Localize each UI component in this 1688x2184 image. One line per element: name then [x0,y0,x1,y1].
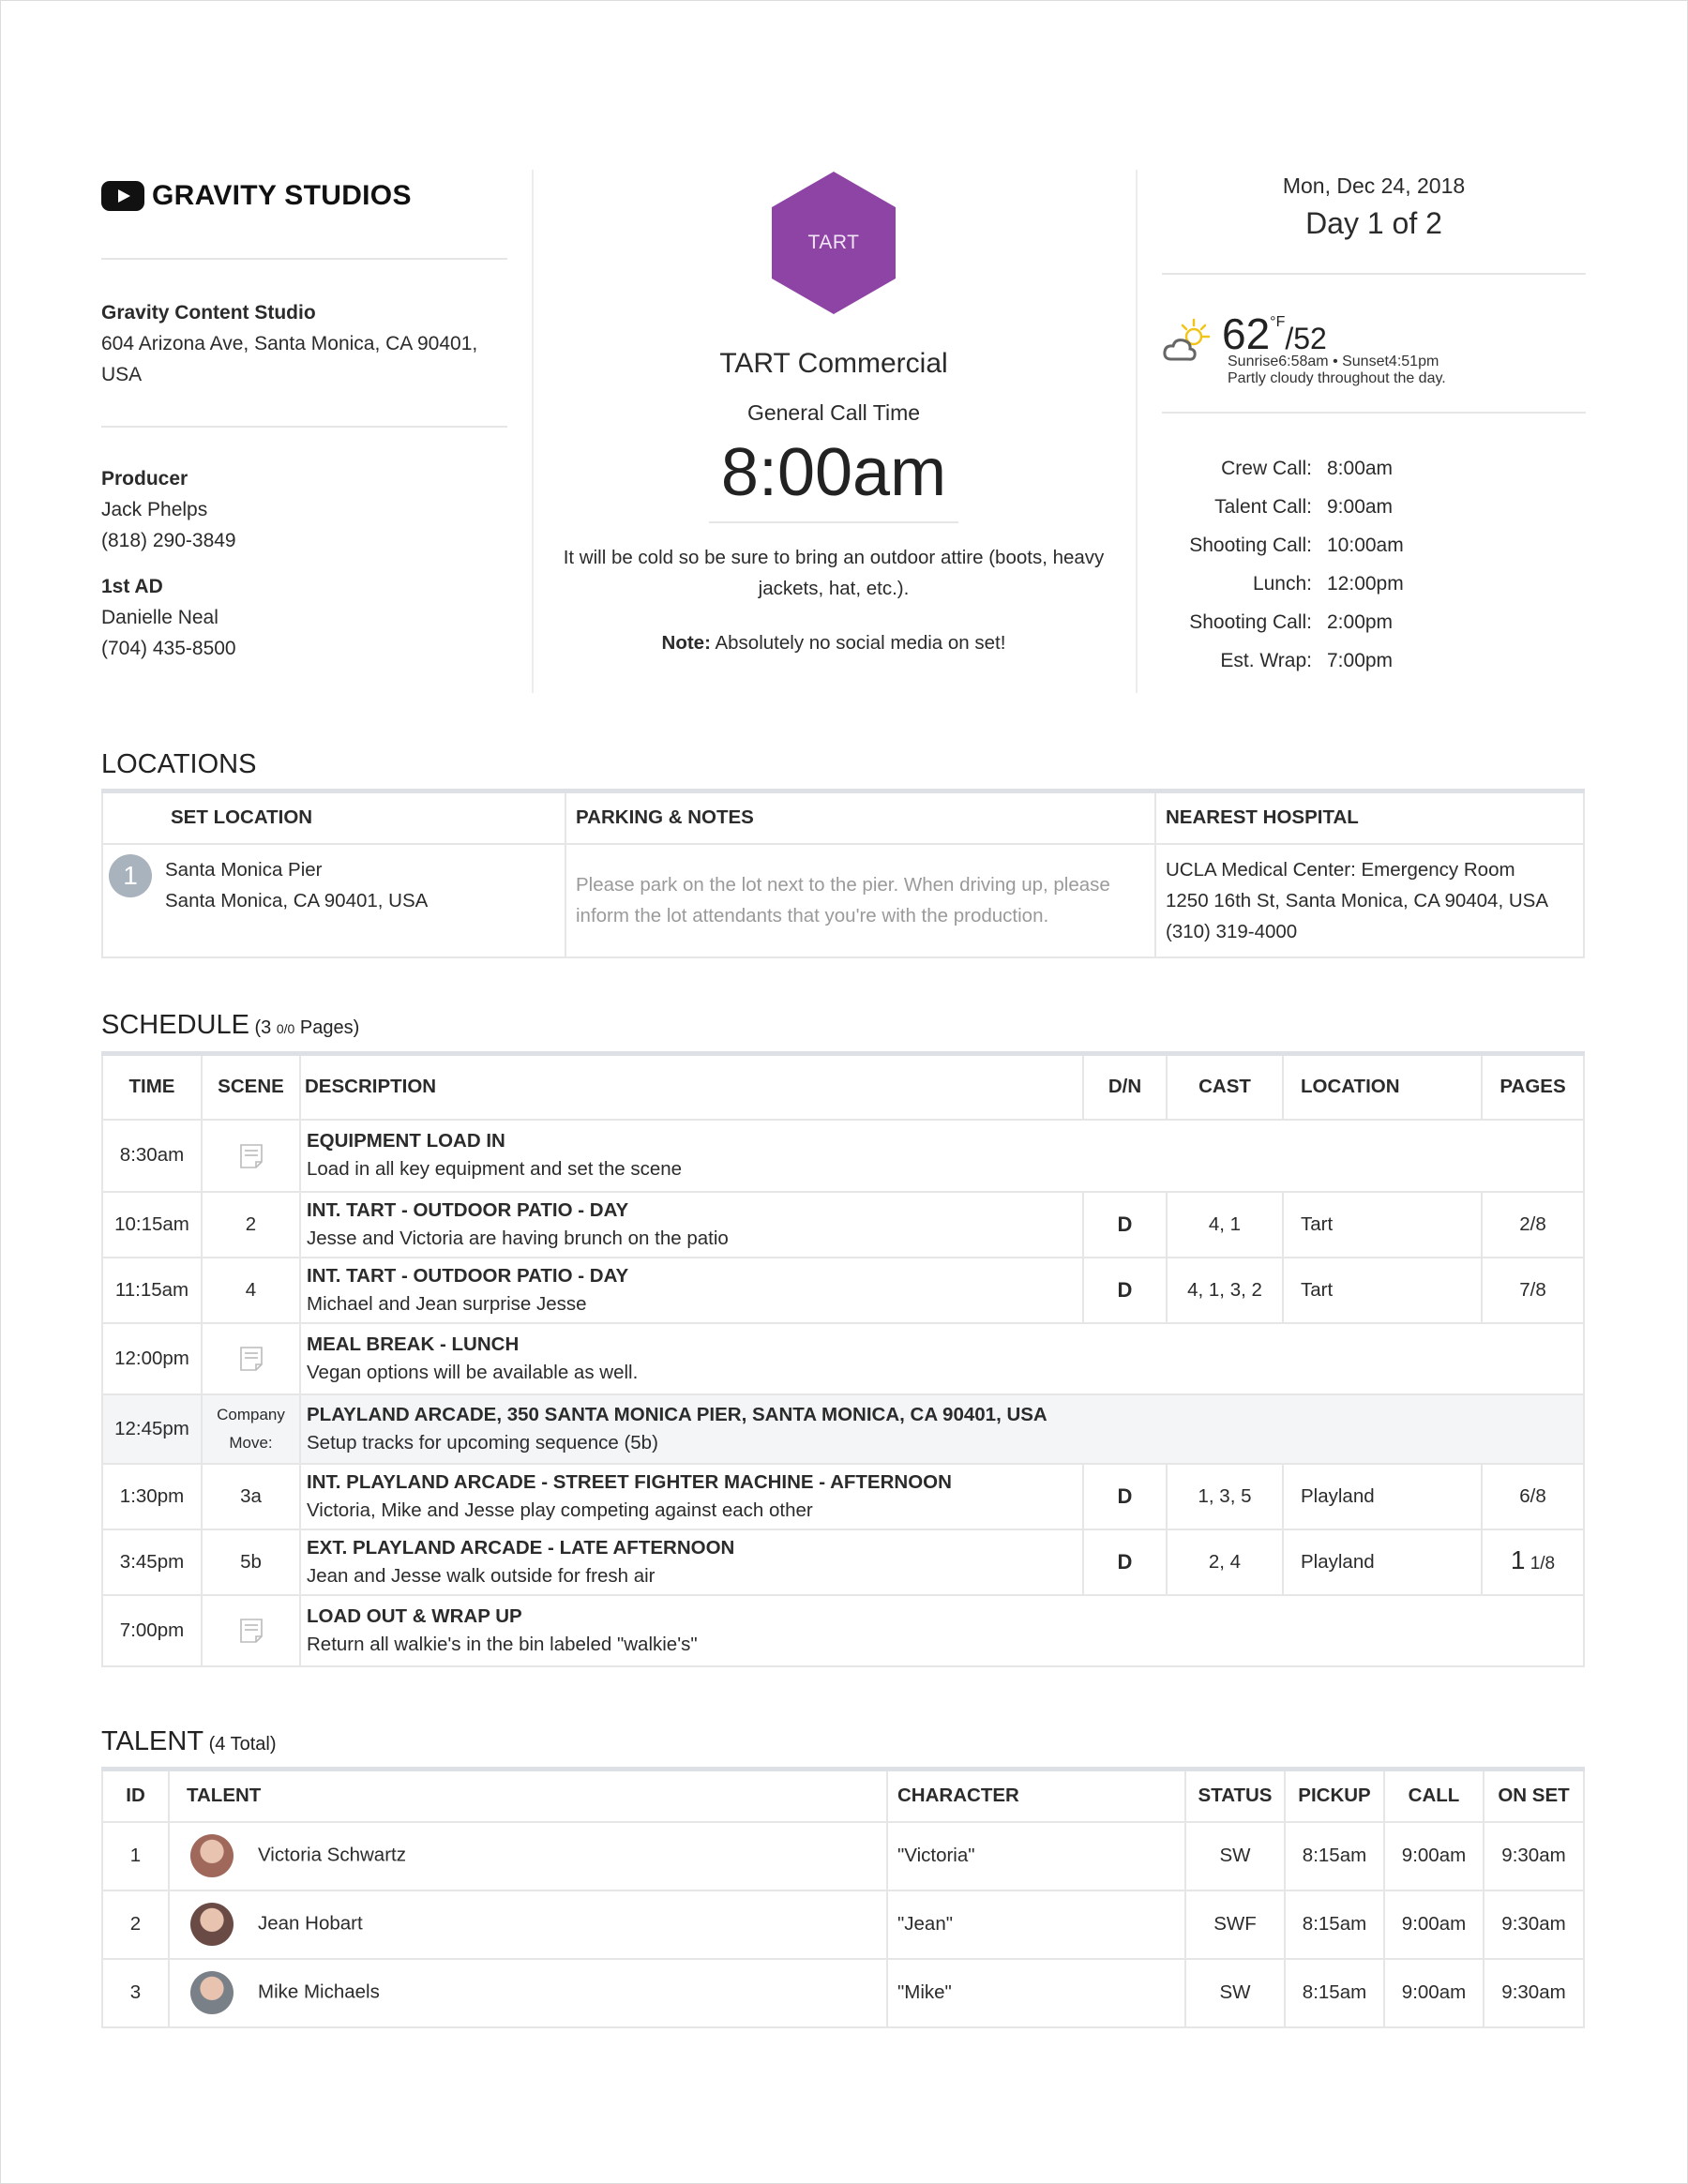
talent-status: SW [1185,1822,1285,1890]
scene-heading: INT. PLAYLAND ARCADE - STREET FIGHTER MACHINE - AFTERNOON [307,1470,952,1493]
call-time-label: Crew Call: [1221,457,1312,479]
note-text: Absolutely no social media on set! [710,632,1006,654]
schedule-time: 8:30am [102,1120,202,1192]
hospital-name: UCLA Medical Center: Emergency Room [1166,858,1515,881]
table-header-row [102,1054,1584,1120]
scene-heading: PLAYLAND ARCADE, 350 SANTA MONICA PIER, SANTA MONICA, CA 90401, USA [307,1403,1047,1425]
talent-status: SW [1185,1959,1285,2027]
day-night: D [1083,1192,1167,1258]
column-header: CHARACTER [887,1770,1185,1822]
call-time-label: Est. Wrap: [1220,649,1312,671]
call-time-row [1162,449,1586,488]
table-row [102,1959,1584,2027]
talent-character: "Jean" [887,1890,1185,1959]
general-call-time: 8:00am [720,435,947,510]
talent-on-set: 9:30am [1484,1890,1584,1959]
talent-name-cell [169,1890,887,1959]
talent-title-text: TALENT [101,1726,204,1756]
scene-location: Tart [1283,1192,1482,1258]
temp-high: 62 [1222,309,1271,358]
call-time-row [1162,565,1586,603]
call-time-value: 12:00pm [1327,572,1404,595]
column-header: STATUS [1185,1770,1285,1822]
company-move [202,1394,300,1464]
schedule-time: 11:15am [102,1258,202,1323]
talent-name: Victoria Schwartz [258,1844,406,1866]
talent-name-cell [169,1959,887,2027]
weather-block [1162,275,1586,412]
schedule-table [101,1051,1585,1667]
studio-logo [101,170,507,222]
call-time-value: 9:00am [1327,495,1394,518]
call-time-row [1162,488,1586,526]
talent-on-set: 9:30am [1484,1959,1584,2027]
scene-number: 2 [202,1192,300,1258]
talent-title [101,1726,277,1757]
schedule-description [300,1120,1584,1192]
pages-fraction: 1/8 [1525,1553,1556,1574]
contact-role: Producer [101,468,188,490]
locations-table [101,789,1585,958]
talent-pickup: 8:15am [1285,1890,1384,1959]
scene-heading: EXT. PLAYLAND ARCADE - LATE AFTERNOON [307,1536,735,1559]
call-time-label: Shooting Call: [1189,534,1312,556]
day-night: D [1083,1464,1167,1529]
contact-phone[interactable]: (704) 435-8500 [101,638,236,659]
column-header: NEAREST HOSPITAL [1155,791,1584,844]
hospital-cell [1155,844,1584,957]
parking-notes: Please park on the lot next to the pier. When driving up, please inform the lot attendants that you're with the production. [565,844,1155,957]
column-header: SCENE [202,1054,300,1120]
note-icon [239,1143,264,1169]
note-cell [202,1120,300,1192]
location-number-badge: 1 [109,854,152,897]
scene-location: Tart [1283,1258,1482,1323]
talent-name-cell [169,1822,887,1890]
column-header: SET LOCATION [102,791,565,844]
general-call-label: General Call Time [746,400,921,425]
temp-low: /52 [1285,322,1327,355]
scene-heading: INT. TART - OUTDOOR PATIO - DAY [307,1264,629,1287]
schedule-time: 1:30pm [102,1464,202,1529]
scene-pages: 7/8 [1482,1258,1584,1323]
contact-name: Danielle Neal [101,607,219,628]
schedule-sub: (3 [249,1017,277,1038]
divider [1162,412,1586,414]
call-time-label: Shooting Call: [1189,610,1312,633]
scene-heading: INT. TART - OUTDOOR PATIO - DAY [307,1198,629,1221]
contact-name: Jack Phelps [101,499,208,520]
column-header: D/N [1083,1054,1167,1120]
set-location-name: Santa Monica Pier [165,858,323,881]
talent-call: 9:00am [1384,1959,1484,2027]
company-move-line: Move: [229,1433,273,1452]
weather-condition: Partly cloudy throughout the day. [1228,370,1446,386]
talent-id: 1 [102,1822,169,1890]
divider [709,521,958,523]
temp-unit: °F [1270,314,1286,330]
production-badge [770,170,897,316]
scene-pages: 2/8 [1482,1192,1584,1258]
table-row [102,1120,1584,1192]
talent-id: 3 [102,1959,169,2027]
column-header: PICKUP [1285,1770,1384,1822]
scene-location: Playland [1283,1529,1482,1595]
studio-info [101,170,507,664]
table-row [102,1323,1584,1394]
day-info [1162,170,1586,680]
contact-first-ad [101,571,507,664]
table-row [102,1890,1584,1959]
hospital-address[interactable]: 1250 16th St, Santa Monica, CA 90404, USA [1166,889,1548,911]
scene-text: Load in all key equipment and set the scene [307,1158,683,1180]
hospital-phone[interactable]: (310) 319-4000 [1166,920,1298,942]
day-night: D [1083,1258,1167,1323]
call-time-value: 7:00pm [1327,649,1394,671]
schedule-pages-fraction: 0/0 [276,1021,295,1036]
schedule-sub: Pages) [294,1017,360,1038]
shoot-date: Mon, Dec 24, 2018 [1282,173,1466,198]
scene-text: Jean and Jesse walk outside for fresh air [307,1564,656,1587]
contact-producer [101,463,507,556]
note-icon [239,1346,264,1372]
schedule-description [300,1464,1083,1529]
schedule-time: 12:00pm [102,1323,202,1394]
column-header: PARKING & NOTES [565,791,1155,844]
schedule-description [300,1529,1083,1595]
cast-ids: 4, 1 [1167,1192,1283,1258]
divider [101,258,507,260]
talent-call: 9:00am [1384,1822,1484,1890]
talent-name: Mike Michaels [258,1981,380,2003]
talent-status: SWF [1185,1890,1285,1959]
scene-pages [1482,1529,1584,1595]
call-time-label: Talent Call: [1214,495,1312,518]
studio-address-line2: USA [101,364,143,385]
call-time-row [1162,603,1586,641]
play-logo-icon [101,181,144,211]
talent-table [101,1767,1585,2028]
call-time-row [1162,526,1586,565]
table-row [102,1192,1584,1258]
table-row [102,1258,1584,1323]
contact-phone[interactable]: (818) 290-3849 [101,530,236,551]
scene-heading: MEAL BREAK - LUNCH [307,1333,520,1355]
talent-call: 9:00am [1384,1890,1484,1959]
column-header: PAGES [1482,1054,1584,1120]
day-night: D [1083,1529,1167,1595]
table-row [102,844,1584,957]
production-info [533,170,1135,655]
set-location-address[interactable]: Santa Monica, CA 90401, USA [165,889,429,911]
locations-title: LOCATIONS [101,749,257,779]
schedule-description [300,1192,1083,1258]
schedule-title-text: SCHEDULE [101,1010,249,1040]
call-times-list [1162,449,1586,680]
note-cell [202,1323,300,1394]
logo-text: GRAVITY STUDIOS [152,180,412,211]
talent-name: Jean Hobart [258,1912,363,1935]
temperature [1222,309,1327,359]
table-row [102,1529,1584,1595]
call-time-value: 8:00am [1327,457,1394,479]
badge-label: TART [807,232,860,253]
studio-address [101,297,507,390]
scene-text: Vegan options will be available as well. [307,1361,639,1383]
column-header: LOCATION [1283,1054,1482,1120]
schedule-description [300,1258,1083,1323]
scene-heading: EQUIPMENT LOAD IN [307,1130,505,1152]
scene-pages: 6/8 [1482,1464,1584,1529]
column-header: ON SET [1484,1770,1584,1822]
table-row [102,1464,1584,1529]
avatar [190,1834,234,1877]
studio-address-line1: 604 Arizona Ave, Santa Monica, CA 90401, [101,333,478,354]
column-header: CALL [1384,1770,1484,1822]
day-count: Day 1 of 2 [1305,206,1442,240]
scene-text: Setup tracks for upcoming sequence (5b) [307,1431,658,1453]
call-time-label: Lunch: [1252,572,1312,595]
schedule-time: 7:00pm [102,1595,202,1666]
table-header-row [102,791,1584,844]
cast-ids: 1, 3, 5 [1167,1464,1283,1529]
social-media-note [533,632,1135,655]
table-row [102,1394,1584,1464]
call-time-row [1162,641,1586,680]
talent-pickup: 8:15am [1285,1959,1384,2027]
column-header: TALENT [169,1770,887,1822]
scene-location: Playland [1283,1464,1482,1529]
column-header: TIME [102,1054,202,1120]
scene-number: 4 [202,1258,300,1323]
scene-text: Return all walkie's in the bin labeled "walkie's" [307,1633,698,1655]
schedule-description [300,1595,1584,1666]
schedule-description [300,1394,1584,1464]
talent-id: 2 [102,1890,169,1959]
set-location-cell [102,844,565,957]
column-header: DESCRIPTION [300,1054,1083,1120]
call-time-value: 2:00pm [1327,610,1394,633]
scene-text: Jesse and Victoria are having brunch on the patio [307,1227,729,1249]
talent-character: "Mike" [887,1959,1185,2027]
company-move-line: Company [217,1405,285,1423]
divider [1136,170,1138,693]
production-title: TART Commercial [719,348,948,379]
note-cell [202,1595,300,1666]
call-time-value: 10:00am [1327,534,1404,556]
talent-on-set: 9:30am [1484,1822,1584,1890]
production-note: It will be cold so be sure to bring an outdoor attire (boots, heavy jackets, hat, etc.). [563,547,1105,599]
schedule-description [300,1323,1584,1394]
talent-total: (4 Total) [203,1734,277,1755]
table-row [102,1822,1584,1890]
note-label: Note: [661,632,711,654]
cast-ids: 2, 4 [1167,1529,1283,1595]
partly-cloudy-icon [1162,318,1211,365]
note-icon [239,1618,264,1644]
scene-text: Victoria, Mike and Jesse play competing against each other [307,1499,813,1521]
talent-character: "Victoria" [887,1822,1185,1890]
studio-name: Gravity Content Studio [101,302,316,324]
schedule-time: 3:45pm [102,1529,202,1595]
avatar [190,1971,234,2014]
scene-heading: LOAD OUT & WRAP UP [307,1604,522,1627]
contact-role: 1st AD [101,576,163,597]
avatar [190,1903,234,1946]
schedule-title [101,1010,359,1041]
scene-number: 3a [202,1464,300,1529]
divider [101,426,507,428]
scene-text: Michael and Jean surprise Jesse [307,1292,587,1315]
sunrise-sunset: Sunrise6:58am • Sunset4:51pm [1228,354,1439,369]
table-header-row [102,1770,1584,1822]
scene-number: 5b [202,1529,300,1595]
talent-pickup: 8:15am [1285,1822,1384,1890]
schedule-time: 12:45pm [102,1394,202,1464]
cast-ids: 4, 1, 3, 2 [1167,1258,1283,1323]
column-header: ID [102,1770,169,1822]
schedule-time: 10:15am [102,1192,202,1258]
pages-whole: 1 [1510,1544,1526,1574]
table-row [102,1595,1584,1666]
column-header: CAST [1167,1054,1283,1120]
